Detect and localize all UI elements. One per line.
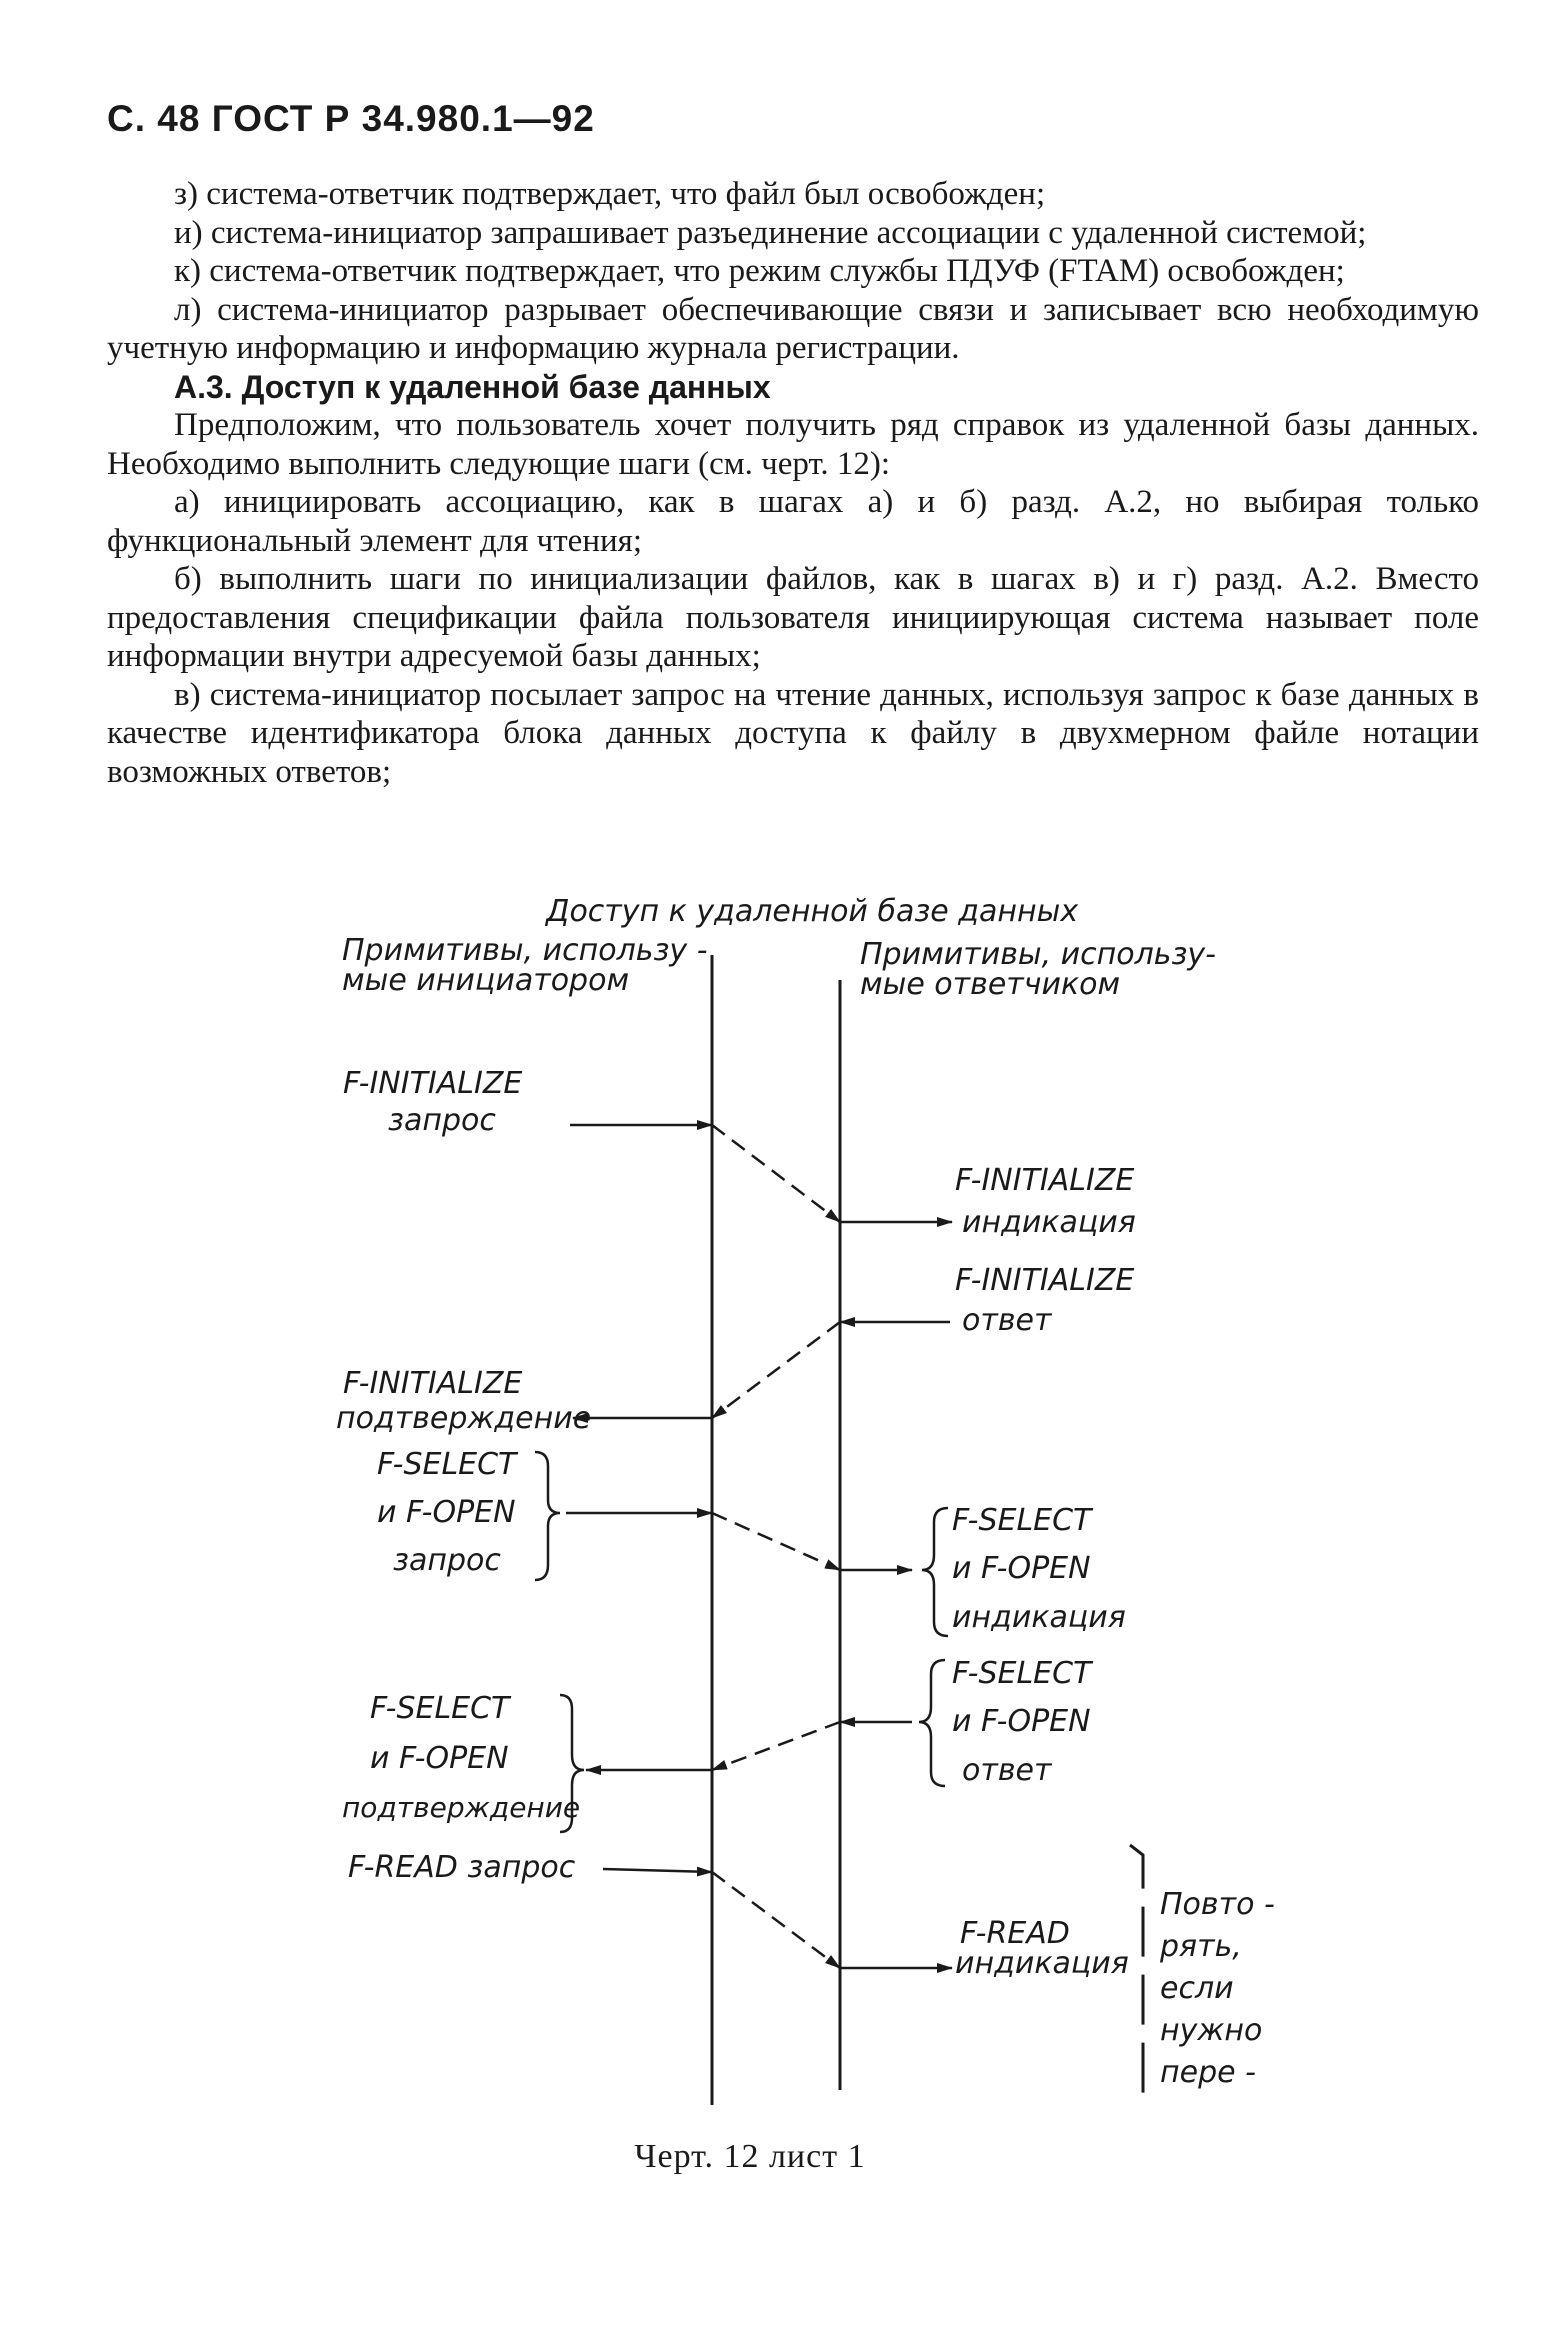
sel-conf-line3: подтверждение [342,1791,581,1824]
sel-req-line2: и F-OPEN [377,1495,516,1530]
paragraph: б) выполнить шаги по инициализации файлов, как в шагах в) и г) разд. А.2. Вместо предоставления спецификации файла пользователя инициирующая система называет поле информации внутри адресуемой базы данных; [107,561,1479,674]
init-ind-line1: F-INITIALIZE [955,1163,1135,1198]
repeat-note-line1: Повто - [1160,1887,1275,1922]
sel-resp-line3: ответ [962,1753,1052,1788]
read-ind-line1: F-READ [960,1916,1070,1951]
paragraph: л) система-инициатор разрывает обеспечивающие связи и записывает всю необходимую учетную информацию и информацию журнала регистрации. [107,291,1479,366]
right-header-line1: Примитивы, использу- [860,937,1216,972]
paragraph: а) инициировать ассоциацию, как в шагах а) и б) разд. А.2, но выбирая только функциональный элемент для чтения; [107,484,1479,559]
section-heading: А.3. Доступ к удаленной базе данных [174,368,771,405]
init-resp-line1: F-INITIALIZE [955,1263,1135,1298]
diagram-title: Доступ к удаленной базе данных [546,894,1079,929]
repeat-note-line3: если [1160,1971,1234,2006]
page-header: С. 48 ГОСТ Р 34.980.1—92 [107,98,595,139]
figure-caption: Черт. 12 лист 1 [634,2138,866,2175]
init-req-line1: F-INITIALIZE [343,1066,523,1101]
init-conf-line2: подтверждение [336,1401,592,1436]
init-resp-line2: ответ [962,1303,1052,1338]
init-resp-transfer-arrow [712,1322,840,1418]
sel-ind-brace [922,1508,948,1636]
repeat-note-line4: нужно [1160,2013,1263,2048]
sel-transfer-arrow [712,1513,840,1570]
sel-resp-transfer-arrow [712,1722,840,1770]
init-req-line2: запрос [388,1103,496,1138]
paragraph: з) система-ответчик подтверждает, что файл был освобожден; [174,176,1046,212]
read-ind-line2: индикация [955,1946,1129,1981]
right-header-line2: мые ответчиком [860,967,1121,1002]
sel-req-brace [535,1452,560,1580]
sel-conf-line2: и F-OPEN [370,1741,509,1776]
paragraph: к) система-ответчик подтверждает, что режим службы ПДУФ (FTAM) освобожден; [174,253,1345,289]
sel-resp-brace [919,1660,945,1786]
sel-conf-line1: F-SELECT [370,1691,510,1726]
paragraph: в) система-инициатор посылает запрос на чтение данных, используя запрос к базе данных в качестве идентификатора блока данных доступа к файлу в двухмерном файле нотации возможных ответов; [107,676,1479,790]
sel-resp-line1: F-SELECT [952,1656,1092,1691]
init-transfer-arrow [712,1125,840,1222]
sel-req-line1: F-SELECT [377,1447,517,1482]
repeat-note-line5: пере - [1160,2055,1256,2090]
read-transfer-arrow [712,1872,840,1968]
sel-resp-line2: и F-OPEN [952,1704,1091,1739]
paragraph: Предположим, что пользователь хочет получить ряд справок из удаленной базы данных. Необходимо выполнить следующие шаги (см. черт. 12): [107,407,1479,482]
repeat-note-line2: рять, [1160,1929,1242,1964]
read-req-label: F-READ запрос [348,1850,576,1885]
left-header-line2: мые инициатором [342,963,630,998]
init-conf-line1: F-INITIALIZE [343,1366,523,1401]
sel-req-line3: запрос [393,1543,501,1578]
init-ind-line2: индикация [962,1205,1136,1240]
sel-ind-line3: индикация [952,1600,1126,1635]
sel-ind-line2: и F-OPEN [952,1551,1091,1586]
read-req-arrow [603,1869,712,1872]
left-header-line1: Примитивы, использу - [342,933,708,968]
repeat-bracket [1130,1845,1143,2105]
paragraph: и) система-инициатор запрашивает разъединение ассоциации с удаленной системой; [174,214,1367,251]
sel-ind-line1: F-SELECT [952,1503,1092,1538]
